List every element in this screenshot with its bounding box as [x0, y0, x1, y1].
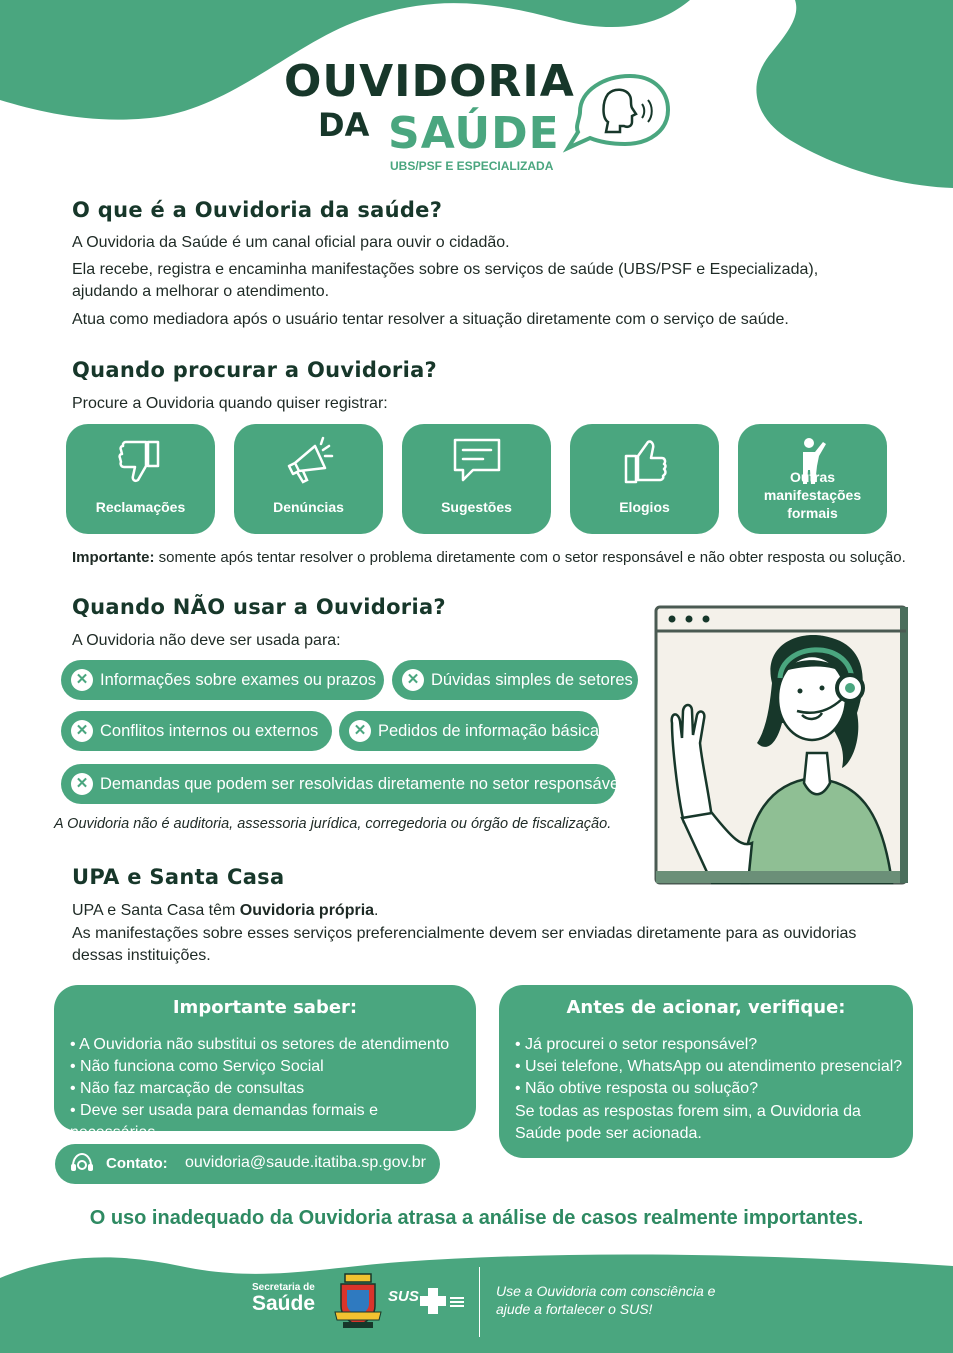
- section-upa-heading: UPA e Santa Casa: [72, 865, 285, 889]
- not-item-pedidos: ✕ Pedidos de informação básica: [339, 711, 599, 751]
- close-icon: ✕: [71, 720, 93, 742]
- secretaria-small: Secretaria de: [252, 1282, 315, 1293]
- list-item: • Não funciona como Serviço Social: [70, 1056, 466, 1078]
- box-importante-saber: [54, 985, 476, 1141]
- header-subtitle: UBS/PSF E ESPECIALIZADA: [390, 159, 554, 173]
- section-when-heading: Quando procurar a Ouvidoria?: [72, 358, 438, 382]
- card-reclamacoes: [66, 424, 215, 534]
- verifique-list: [515, 1034, 903, 1100]
- card-label: Elogios: [619, 499, 670, 515]
- speech-bubble-icon: [451, 436, 503, 486]
- box-antes-acionar: [499, 985, 913, 1158]
- section-upa-p2: As manifestações sobre esses serviços preferencialmente devem ser enviadas diretamente para as ouvidorias dessas instituições.: [72, 925, 857, 964]
- card-label: Denúncias: [273, 499, 344, 515]
- secretaria-big: Saúde: [252, 1292, 316, 1315]
- not-item-demandas: ✕ Demandas que podem ser resolvidas diretamente no setor responsável: [61, 764, 616, 804]
- important-label: Importante:: [72, 549, 155, 566]
- section-what-p3: Atua como mediadora após o usuário tentar resolver a situação diretamente com o serviço de saúde.: [72, 311, 789, 328]
- speech-head-icon: [560, 72, 675, 154]
- title-saude: SAÚDE: [388, 108, 560, 159]
- sus-logo: [388, 1288, 419, 1306]
- card-sugestoes: [402, 424, 551, 534]
- section-not-heading: Quando NÃO usar a Ouvidoria?: [72, 595, 446, 619]
- verifique-closing: Se todas as respostas forem sim, a Ouvidoria da Saúde pode ser acionada.: [515, 1103, 861, 1142]
- thumbs-down-icon: [116, 436, 166, 486]
- importante-list: [70, 1034, 466, 1144]
- not-item-duvidas: ✕ Dúvidas simples de setores: [392, 660, 638, 700]
- not-note: A Ouvidoria não é auditoria, assessoria jurídica, corregedoria ou órgão de fiscalização.: [54, 816, 612, 832]
- misuse-warning: O uso inadequado da Ouvidoria atrasa a análise de casos realmente importantes.: [89, 1207, 864, 1229]
- important-text: somente após tentar resolver o problema diretamente com o setor responsável e não obter resposta ou solução.: [154, 549, 906, 566]
- list-item: • Não faz marcação de consultas: [70, 1078, 466, 1100]
- contact-pill: [55, 1144, 440, 1184]
- footer-wave: [0, 1248, 953, 1353]
- city-coat-of-arms-icon: [333, 1272, 383, 1332]
- title-da: DA: [318, 106, 370, 144]
- list-item: • Usei telefone, WhatsApp ou atendimento presencial?: [515, 1056, 903, 1078]
- ouvidoria-propria-bold: Ouvidoria própria: [239, 902, 375, 919]
- section-what-p2: Ela recebe, registra e encaminha manifestações sobre os serviços de saúde (UBS/PSF e Especializada), ajudando a melhorar o atendimento.: [72, 261, 819, 300]
- section-upa-p1: UPA e Santa Casa têm Ouvidoria própria.: [72, 902, 379, 919]
- card-label: Reclamações: [95, 499, 186, 515]
- section-what-p1: A Ouvidoria da Saúde é um canal oficial para ouvir o cidadão.: [72, 234, 510, 251]
- card-elogios: [570, 424, 719, 534]
- close-icon: ✕: [71, 669, 93, 691]
- footer-divider: [479, 1267, 480, 1337]
- card-outras: [738, 424, 887, 534]
- close-icon: ✕: [349, 720, 371, 742]
- secretaria-logo: [252, 1282, 315, 1315]
- list-item: • Deve ser usada para demandas formais e necessárias: [70, 1100, 466, 1144]
- section-what-heading: O que é a Ouvidoria da saúde?: [72, 198, 443, 222]
- section-not-intro: A Ouvidoria não deve ser usada para:: [72, 632, 341, 649]
- contact-label: Contato:: [106, 1155, 168, 1172]
- not-item-exames: ✕ Informações sobre exames ou prazos: [61, 660, 384, 700]
- important-note: [72, 547, 906, 569]
- list-item: • Já procurei o setor responsável?: [515, 1034, 903, 1056]
- card-label: Sugestões: [441, 499, 512, 515]
- close-icon: ✕: [71, 773, 93, 795]
- footer-slogan: Use a Ouvidoria com consciência e ajude a fortalecer o SUS!: [496, 1283, 716, 1317]
- section-when-intro: Procure a Ouvidoria quando quiser registrar:: [72, 395, 388, 412]
- title-ouvidoria: OUVIDORIA: [284, 56, 575, 107]
- thumbs-up-icon: [620, 436, 670, 486]
- close-icon: ✕: [402, 669, 424, 691]
- headset-chat-icon: [69, 1152, 95, 1176]
- sus-cross-icon: [418, 1286, 468, 1316]
- sus-text: SUS: [388, 1288, 419, 1305]
- list-item: • A Ouvidoria não substitui os setores de atendimento: [70, 1034, 466, 1056]
- card-denuncias: [234, 424, 383, 534]
- contact-email[interactable]: ouvidoria@saude.itatiba.sp.gov.br: [185, 1154, 426, 1171]
- megaphone-icon: [283, 436, 335, 486]
- attendant-illustration: [652, 603, 910, 886]
- box-title: Antes de acionar, verifique:: [566, 997, 846, 1018]
- list-item: • Não obtive resposta ou solução?: [515, 1078, 903, 1100]
- card-label: Outras manifestações formais: [763, 469, 862, 521]
- not-item-conflitos: ✕ Conflitos internos ou externos: [61, 711, 332, 751]
- box-title: Importante saber:: [172, 997, 358, 1018]
